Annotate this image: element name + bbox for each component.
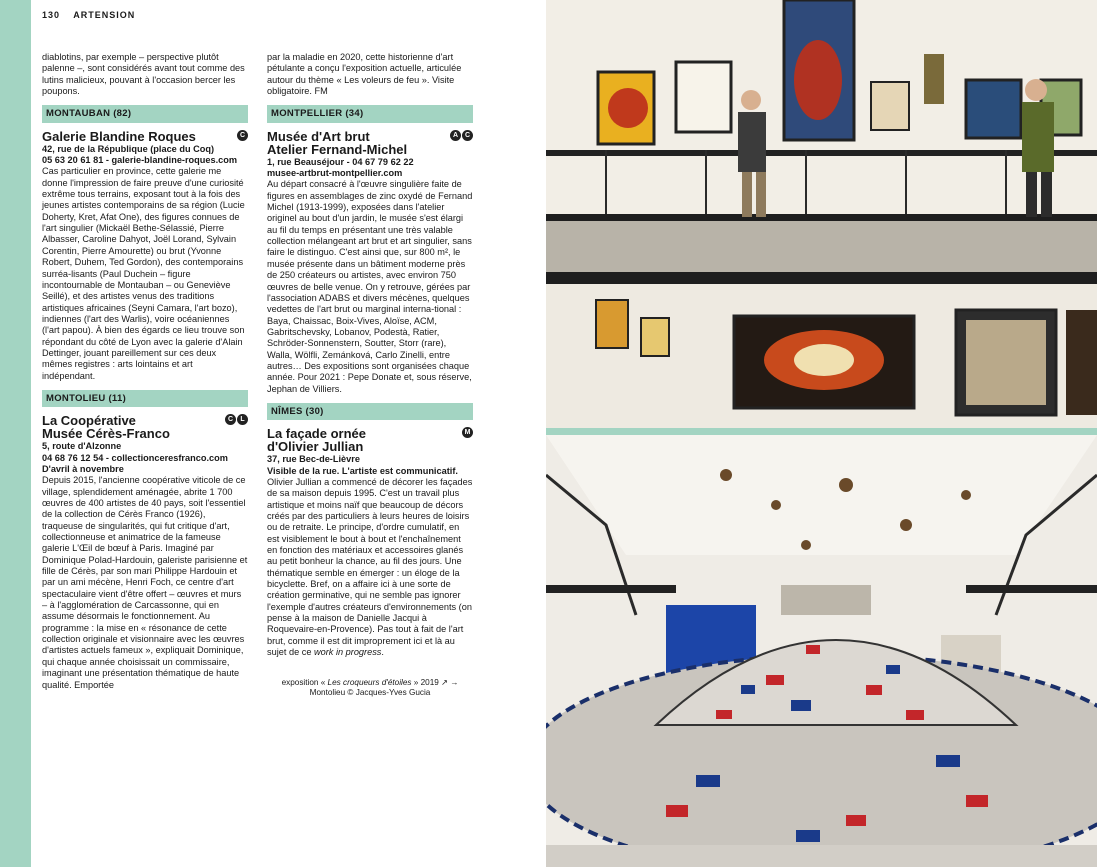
gallery-illustration (546, 0, 1097, 428)
entry-address: 1, rue Beauséjour - 04 67 79 62 22 (267, 156, 414, 167)
entry-period: D'avril à novembre (42, 463, 124, 474)
text-column-right (267, 52, 473, 698)
entry-body: Depuis 2015, l'ancienne coopérative viticole de ce village, splendidement aménagée, abrite 1 700 œuvres de 400 artistes de 40 pays, soit l'essentiel de la collection de Cérès Franco (1926), traqueuse de singularités, qui fut critique d'art, collectionneuse et animatrice de la fameuse galerie L'Œil de bœuf à Paris. Imaginé par Dominique Polad-Hardouin, galeriste parisienne et fille de Cérès, par son mari Philippe Hardouin et par un ami mécène, Henri Foch, ce centre d'art spectaculaire vient d'être offert – œuvres et murs – à l'agglomération de Carcassonne, qui en assume désormais le fonctionnement. Au programme : la mise en « résonance de cette collection originale et visionnaire avec les œuvres d'artistes actuels fameux », expliquait Dominique, qui chaque année choisissait un commissaire, imaginant une présentation thématique de haute qualité. Emportée (42, 475, 248, 690)
badge-group (462, 427, 473, 438)
badge-group (237, 130, 248, 141)
body-italic: work in progress (314, 647, 382, 658)
category-badge-icon: C (462, 130, 473, 141)
intro-paragraph: diablotins, par exemple – perspective plutôt palenne –, sont considérés avant tout comme des lutins malicieux, pouvant à l'occasion bercer les poupons. (42, 52, 245, 97)
gallery-photo-top (546, 0, 1097, 428)
text-column-left (42, 52, 248, 691)
caption-post: » 2019 ↗ → (411, 678, 459, 688)
entry-body: Cas particulier en province, cette galerie me donne l'impression de faire preuve d'une curiosité extrême tous terrains, exposant tout à la fois des jeunes artistes contemporains de sa région (Lucie Doherty, Kret, Afat One), des figures connues de l'art singulier (Mickaël Bethe-Sélassié, Pierre Albasser, Caroline Dahyot, Joël Lorand, Sylvain Corentin, Pierre Amourette) ou brut (Yvonne Robert, Duhem, Ted Gordon), des contemporains surréa-lisants (Paul Duchein – figure incontournable de Montauban – ou Geneviève Seillé), et des artistes venus des traditions artistiques africaines (Seyni Camara, l'art bozo), indiennes (l'art des Warlis), voire océaniennes (l'art papou). À bien des égards ce lieu trouve son répondant du côté de Lyon avec la galerie d'Alain Dettinger, jouant pareillement sur ces deux mêmes registres : arts lointains et art indépendant. (42, 166, 245, 381)
entry-cooperative-ceres-franco (42, 414, 248, 691)
entry-address: 42, rue de la République (place du Coq) (42, 143, 215, 154)
caption-line2: Montolieu © Jacques-Yves Gucia (309, 688, 431, 698)
section-title: ARTENSION (73, 10, 136, 20)
category-badge-icon: C (225, 414, 236, 425)
entry-facade-olivier-jullian (267, 427, 473, 658)
page-number: 130 (42, 10, 61, 20)
gallery-photo-bottom (546, 435, 1097, 867)
entry-website: musee-artbrut-montpellier.com (267, 168, 403, 179)
entry-body (267, 477, 473, 659)
section-band-nimes: NÎMES (30) (267, 403, 473, 420)
entry-title-line1: La Coopérative (42, 413, 136, 429)
caption-line1 (267, 678, 473, 688)
section-band-montauban: MONTAUBAN (82) (42, 105, 248, 122)
entry-musee-art-brut (267, 130, 473, 395)
entry-title-line2: Atelier Fernand-Michel (267, 141, 408, 157)
body-text: Olivier Jullian a commencé de décorer les façades de sa maison depuis 1995. C'est un travail plus artistique et moins naïf que beaucoup de décors créés par des particuliers à leurs heures de loisirs ou de retraite. Le principe, d'ordre cumulatif, en est visiblement le bout à bout et l'enchaînement en fonction des matériaux et accessoires glanés au petit bonheur la chance, au fil des jours. Une thématique semble en émerger : un éloge de la bicyclette. Bref, on a affaire ici à une sorte de création germinative, qui ne semble pas ignorer l'exemple d'autres créateurs d'environnements (on pense à la maison de Danielle Jacqui à Roquevaire-en-Provence). Pas tout à fait de l'art brut, comme il est dit improprement ici et là au sujet de ce (267, 476, 473, 658)
mosaic-hall-illustration (546, 435, 1097, 867)
running-header (42, 10, 135, 20)
caption-italic: Les croqueurs d'étoiles (327, 678, 412, 688)
category-badge-icon: C (237, 130, 248, 141)
caption-pre: exposition « (281, 678, 328, 688)
entry-address: 37, rue Bec-de-Lièvre (267, 454, 360, 465)
body-end: . (381, 647, 384, 658)
section-band-montpellier: MONTPELLIER (34) (267, 105, 473, 122)
page-edge-strip (0, 0, 31, 867)
section-band-montolieu: MONTOLIEU (11) (42, 390, 248, 407)
intro-paragraph: par la maladie en 2020, cette historienne d'art pétulante a conçu l'exposition actuelle, articulée autour du thème « Les voleurs de feu ». Visite obligatoire. FM (267, 52, 462, 97)
photo-caption (267, 678, 473, 698)
photo-area (546, 0, 1097, 867)
entry-title-line2: d'Olivier Jullian (267, 439, 364, 455)
entry-body: Au départ consacré à l'œuvre singulière faite de figures en assemblages de zinc oxydé de Fernand Michel (1913-1999), exposées dans l'atelier originel au bout d'un jardin, le musée s'est élargi au fil du temps en présentant une très valable collection mélangeant art brut et art singulier, sans faire le distinguo. C'est ainsi que, sur 800 m², le musée présente dans un bâtiment moderne près de 250 créateurs ou artistes, avec environ 750 œuvres de belle venue. On y retrouve, gérées par l'association ADABS et divers mécènes, quelques vedettes de l'art brut ou marginal interna-tional : Baya, Chaissac, Boix-Vives, Aloïse, ACM, Gabritschevsky, Lobanov, Podestà, Ratier, Schröder-Sonnenstern, Soutter, Storr (rare), Walla, Wölfli, Zemánková, Carlo Zinelli, entre autres… Des expositions sont organisées chaque année. Pour 2021 : Pepe Donate et, sous réserve, Jephan de Villiers. (267, 179, 473, 394)
entry-contact: 04 68 76 12 54 - collectionceresfranco.com (42, 452, 228, 463)
entry-title: Galerie Blandine Roques (42, 128, 196, 144)
category-badge-icon: M (462, 427, 473, 438)
badge-group (225, 414, 248, 425)
badge-group (450, 130, 473, 141)
entry-contact: 05 63 20 61 81 - galerie-blandine-roques.com (42, 155, 238, 166)
category-badge-icon: L (237, 414, 248, 425)
entry-galerie-blandine-roques (42, 130, 248, 382)
category-badge-icon: A (450, 130, 461, 141)
entry-title-line2: Musée Cérès-Franco (42, 426, 170, 442)
entry-address: 5, route d'Alzonne (42, 441, 122, 452)
entry-title-line1: La façade ornée (267, 426, 366, 442)
entry-title-line1: Musée d'Art brut (267, 128, 370, 144)
entry-subtitle: Visible de la rue. L'artiste est communicatif. (267, 465, 458, 476)
